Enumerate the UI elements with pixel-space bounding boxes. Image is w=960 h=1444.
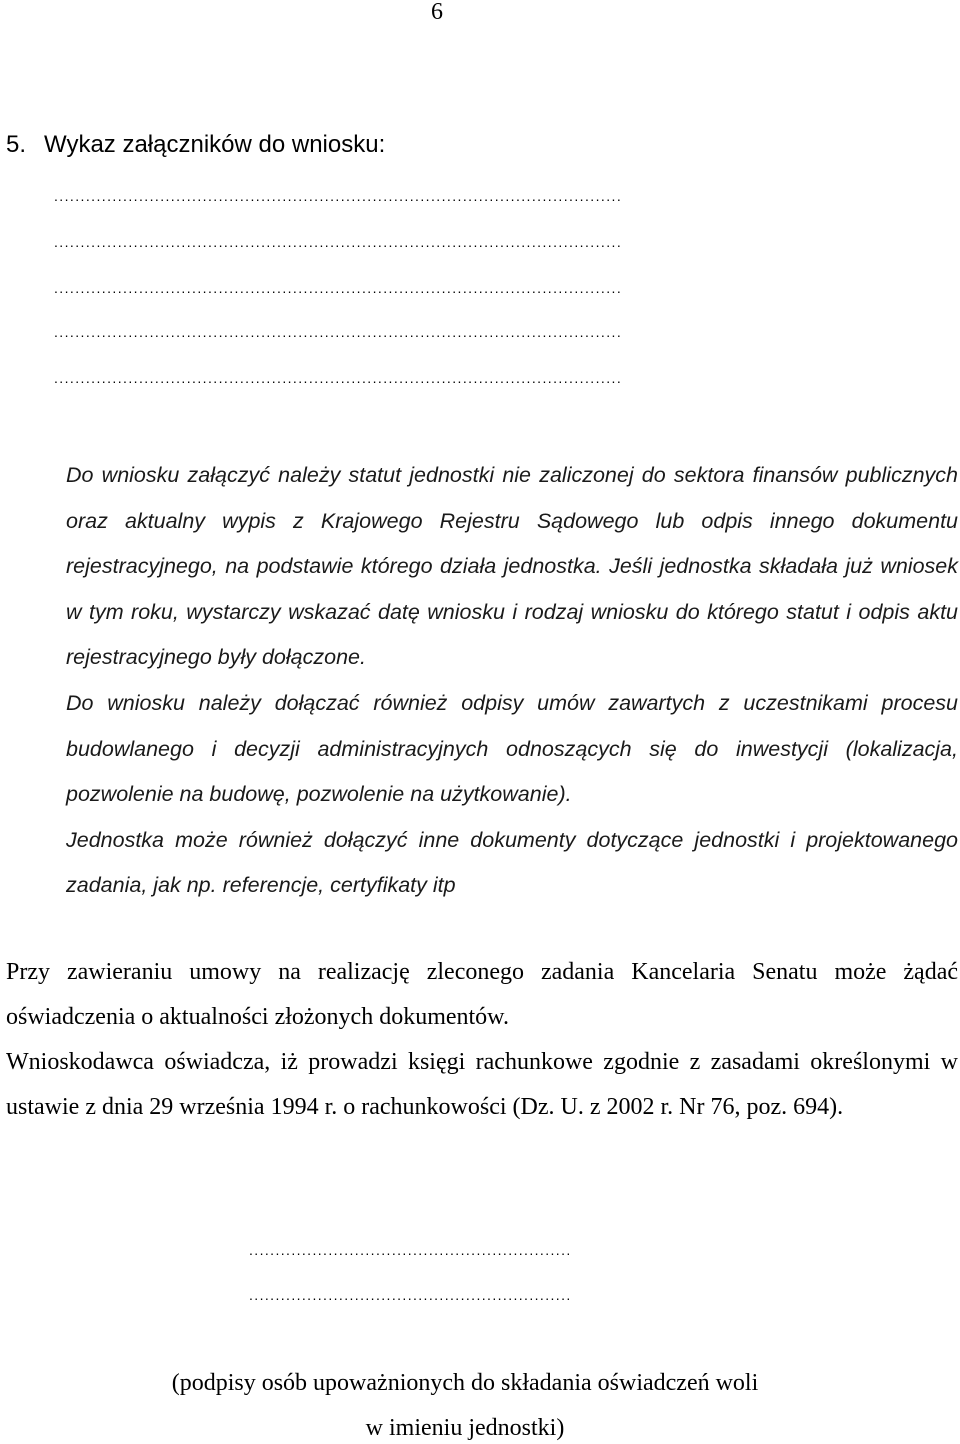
statements <box>6 950 958 1130</box>
section-number: 5. <box>6 131 27 158</box>
statement-paragraph-1: Przy zawieraniu umowy na realizację zleconego zadania Kancelaria Senatu może żądać oświadczenia o aktualności złożonych dokumentów. <box>6 959 958 1030</box>
section-heading <box>6 131 385 159</box>
attachment-instructions <box>66 453 958 909</box>
signature-caption-line-2: w imieniu jednostki) <box>365 1415 565 1441</box>
attachment-line-3[interactable]: ........................................................................................................... <box>54 280 623 296</box>
attachment-line-5[interactable]: ........................................................................................................... <box>54 370 623 386</box>
section-title: Wykaz załączników do wniosku: <box>44 131 386 158</box>
instructions-paragraph-3: Jednostka może również dołączyć inne dokumenty dotyczące jednostki i projektowanego zadania, jak np. referencje, certyfikaty itp <box>66 827 958 898</box>
instructions-paragraph-1: Do wniosku załączyć należy statut jednostki nie zaliczonej do sektora finansów publicznych oraz aktualny wypis z Krajowego Rejestru Sądowego lub odpis innego dokumentu rejestracyjnego, na podstawie którego działa jednostka. Jeśli jednostka składała już wniosek w tym roku, wystarczy wskazać datę wniosku i rodzaj wniosku do którego statut i odpis aktu rejestracyjnego były dołączone. <box>66 463 958 670</box>
signature-line-1[interactable]: ............................................................. <box>249 1242 572 1258</box>
signature-line-2[interactable]: ............................................................. <box>249 1287 572 1303</box>
attachment-line-1[interactable]: ........................................................................................................... <box>54 188 623 204</box>
signature-caption-line-1: (podpisy osób upoważnionych do składania oświadczeń woli <box>171 1370 759 1396</box>
attachment-line-4[interactable]: ........................................................................................................... <box>54 324 623 340</box>
instructions-paragraph-2: Do wniosku należy dołączać również odpisy umów zawartych z uczestnikami procesu budowlanego i decyzji administracyjnych odnoszących się do inwestycji (lokalizacja, pozwolenie na budowę, pozwolenie na użytkowanie). <box>66 690 958 807</box>
attachment-line-2[interactable]: ........................................................................................................... <box>54 234 623 250</box>
page-number: 6 <box>431 0 443 25</box>
statement-paragraph-2: Wnioskodawca oświadcza, iż prowadzi księgi rachunkowe zgodnie z zasadami określonymi w ustawie z dnia 29 września 1994 r. o rachunkowości (Dz. U. z 2002 r. Nr 76, poz. 694). <box>6 1049 958 1120</box>
